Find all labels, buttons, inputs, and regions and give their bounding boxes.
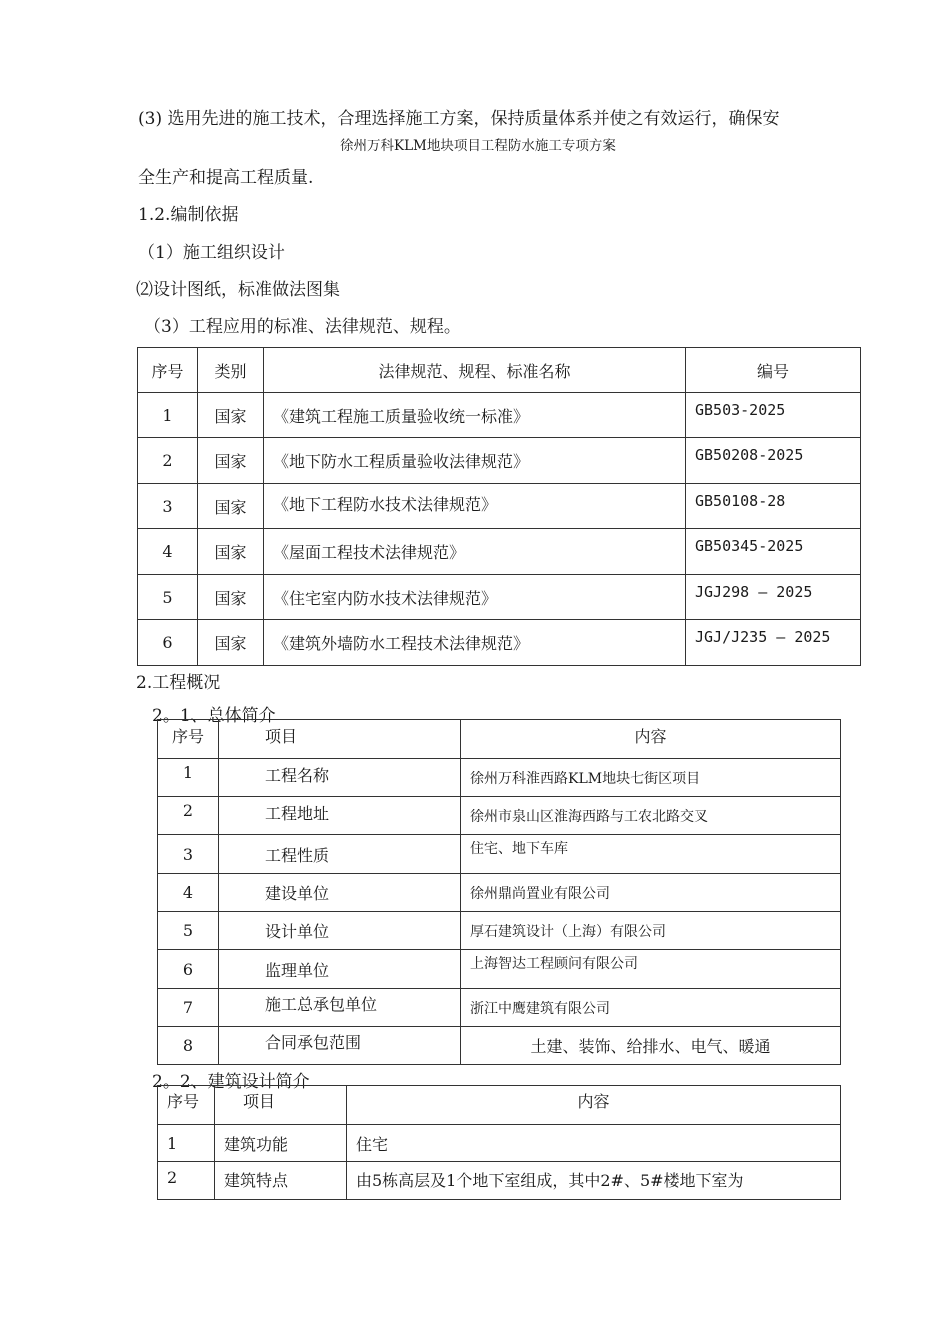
- cell: 《地下工程防水技术法律规范》: [264, 484, 686, 529]
- cell: 7: [158, 989, 219, 1027]
- cell: 徐州市泉山区淮海西路与工农北路交叉: [461, 797, 841, 835]
- header-cell: 类别: [198, 348, 264, 393]
- cell: 国家: [198, 393, 264, 438]
- paragraph-line-2: 全生产和提高工程质量.: [138, 168, 314, 188]
- cell: 6: [158, 950, 219, 989]
- cell: JGJ/J235 — 2025: [686, 620, 861, 666]
- header-cell: 序号: [158, 720, 219, 759]
- table-row: [138, 484, 861, 529]
- cell: 5: [138, 575, 198, 620]
- cell: 4: [138, 529, 198, 575]
- cell: 国家: [198, 438, 264, 484]
- table-row: [138, 393, 861, 438]
- cell: GB50108-28: [686, 484, 861, 529]
- cell: 《地下防水工程质量验收法律规范》: [264, 438, 686, 484]
- cell: 3: [138, 484, 198, 529]
- table-row: [138, 438, 861, 484]
- table-row: [158, 797, 841, 835]
- cell: 《屋面工程技术法律规范》: [264, 529, 686, 575]
- table-header-row: [158, 720, 841, 759]
- cell: 6: [138, 620, 198, 666]
- header-cell: 项目: [219, 720, 461, 759]
- cell: 设计单位: [219, 912, 461, 950]
- header-cell: 序号: [158, 1086, 215, 1125]
- cell: 3: [158, 835, 219, 874]
- cell: 建筑特点: [215, 1162, 347, 1200]
- paragraph-line-1: (3) 选用先进的施工技术，合理选择施工方案，保持质量体系并使之有效运行，确保安: [138, 109, 780, 129]
- header-cell: 序号: [138, 348, 198, 393]
- cell: 5: [158, 912, 219, 950]
- overview-table: [157, 719, 841, 1065]
- header-cell: 法律规范、规程、标准名称: [264, 348, 686, 393]
- cell: 8: [158, 1027, 219, 1065]
- table-row: [158, 759, 841, 797]
- cell: 上海智达工程顾问有限公司: [461, 950, 841, 989]
- table-row: [138, 575, 861, 620]
- table-row: [158, 1125, 841, 1162]
- cell: 2: [158, 1162, 215, 1200]
- table-row: [158, 950, 841, 989]
- cell: 徐州鼎尚置业有限公司: [461, 874, 841, 912]
- cell: GB503-2025: [686, 393, 861, 438]
- cell: 国家: [198, 484, 264, 529]
- table-row: [158, 989, 841, 1027]
- cell: 土建、装饰、给排水、电气、暖通: [461, 1027, 841, 1065]
- cell: 住宅: [347, 1125, 841, 1162]
- cell: 建筑功能: [215, 1125, 347, 1162]
- cell: 厚石建筑设计（上海）有限公司: [461, 912, 841, 950]
- standards-table: [137, 347, 861, 666]
- cell: 由5栋高层及1个地下室组成，其中2#、5#楼地下室为: [347, 1162, 841, 1200]
- section-heading-2-2: 2。2、建筑设计简介: [152, 1072, 310, 1092]
- table-row: [158, 874, 841, 912]
- table-row: [138, 529, 861, 575]
- design-table: [157, 1085, 841, 1200]
- cell: 《建筑外墙防水工程技术法律规范》: [264, 620, 686, 666]
- cell: 1: [158, 759, 219, 797]
- cell: GB50208-2025: [686, 438, 861, 484]
- cell: 2: [158, 797, 219, 835]
- list-item-2: ⑵设计图纸，标准做法图集: [136, 280, 340, 300]
- cell: GB50345-2025: [686, 529, 861, 575]
- table-row: [138, 620, 861, 666]
- cell: 住宅、地下车库: [461, 835, 841, 874]
- cell: 《住宅室内防水技术法律规范》: [264, 575, 686, 620]
- page-header: 徐州万科KLM地块项目工程防水施工专项方案: [340, 138, 616, 154]
- cell: 监理单位: [219, 950, 461, 989]
- header-cell: 内容: [461, 720, 841, 759]
- table-row: [158, 1162, 841, 1200]
- table-row: [158, 1027, 841, 1065]
- list-item-3: （3）工程应用的标准、法律规范、规程。: [144, 317, 461, 337]
- table-row: [158, 912, 841, 950]
- cell: 国家: [198, 620, 264, 666]
- cell: 徐州万科淮西路KLM地块七街区项目: [461, 759, 841, 797]
- table-header-row: [158, 1086, 841, 1125]
- cell: 4: [158, 874, 219, 912]
- list-item-1: （1）施工组织设计: [138, 243, 285, 263]
- cell: JGJ298 — 2025: [686, 575, 861, 620]
- section-heading-2-1: 2。1、总体简介: [152, 706, 276, 726]
- cell: 浙江中鹰建筑有限公司: [461, 989, 841, 1027]
- cell: 1: [158, 1125, 215, 1162]
- header-cell: 项目: [215, 1086, 347, 1125]
- cell: 国家: [198, 529, 264, 575]
- cell: 施工总承包单位: [219, 989, 461, 1027]
- cell: 工程名称: [219, 759, 461, 797]
- cell: 1: [138, 393, 198, 438]
- cell: 建设单位: [219, 874, 461, 912]
- table-row: [158, 835, 841, 874]
- cell: 工程地址: [219, 797, 461, 835]
- cell: 工程性质: [219, 835, 461, 874]
- cell: 国家: [198, 575, 264, 620]
- section-heading-2: 2.工程概况: [136, 673, 221, 693]
- header-cell: 内容: [347, 1086, 841, 1125]
- cell: 2: [138, 438, 198, 484]
- header-cell: 编号: [686, 348, 861, 393]
- table-header-row: [138, 348, 861, 393]
- cell: 《建筑工程施工质量验收统一标准》: [264, 393, 686, 438]
- section-heading-1-2: 1.2.编制依据: [138, 205, 239, 225]
- cell: 合同承包范围: [219, 1027, 461, 1065]
